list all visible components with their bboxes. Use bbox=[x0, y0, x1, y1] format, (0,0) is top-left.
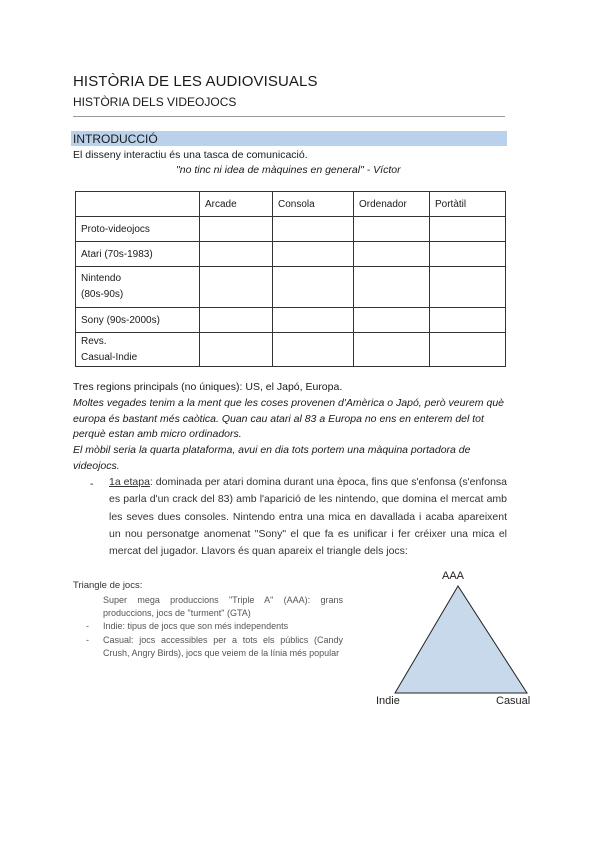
list-dash: - bbox=[86, 621, 89, 632]
table-cell bbox=[430, 217, 506, 242]
column-header: Arcade bbox=[200, 192, 273, 217]
table-cell bbox=[273, 217, 354, 242]
triangle-label-aaa: AAA bbox=[442, 570, 465, 582]
row-label: Atari (70s-1983) bbox=[76, 242, 200, 267]
table-header-row bbox=[76, 192, 506, 217]
bullet-heading: 1a etapa bbox=[109, 476, 150, 488]
paragraph-regions: Tres regions principals (no úniques): US, el Japó, Europa. bbox=[73, 381, 343, 393]
table-row bbox=[76, 217, 506, 242]
row-label-line: Nintendo bbox=[81, 273, 122, 284]
list-item bbox=[86, 634, 343, 660]
table-row bbox=[76, 242, 506, 267]
platform-table bbox=[75, 191, 506, 367]
row-label: Sony (90s-2000s) bbox=[76, 308, 200, 333]
paragraph-mobile: El mòbil seria la quarta plataforma, avui en dia tots portem una màquina portadora de videojocs. bbox=[73, 444, 471, 472]
column-header: Ordenador bbox=[354, 192, 430, 217]
bullet-body: : dominada per atari domina durant una època, fins que s'enfonsa (s'enfonsa es parla d'un crack del 83) amb l'aparició de les nintendo, que domina el mercat amb les seves dues consoles. Nintendo entra una mica en davallada i acaba apareixent un nou personatge anomenat "Sony" el que fa es unificar i fer créixer una mica el mercat del jugador. Llavors és quan apareix el triangle dels jocs: bbox=[109, 476, 507, 558]
table-cell bbox=[273, 308, 354, 333]
table-cell bbox=[200, 242, 273, 267]
list-item bbox=[86, 594, 343, 620]
table-cell bbox=[430, 333, 506, 367]
table-cell bbox=[200, 308, 273, 333]
list-item bbox=[86, 620, 343, 633]
list-dash: - bbox=[86, 634, 89, 645]
table-cell bbox=[273, 242, 354, 267]
table-cell bbox=[430, 267, 506, 308]
row-label-line: Revs. bbox=[81, 335, 107, 347]
table-row bbox=[76, 333, 506, 367]
triangle-label-casual: Casual bbox=[496, 695, 531, 707]
table-cell bbox=[200, 267, 273, 308]
row-label bbox=[76, 267, 200, 308]
bullet-paragraph bbox=[109, 474, 507, 560]
table-row bbox=[76, 308, 506, 333]
game-triangle-diagram bbox=[360, 565, 535, 710]
list-item-text: Indie: tipus de jocs que son més independents bbox=[103, 621, 289, 632]
title-divider bbox=[73, 116, 505, 117]
table-cell bbox=[354, 333, 430, 367]
table-cell bbox=[430, 242, 506, 267]
table-cell bbox=[354, 217, 430, 242]
table-row bbox=[76, 267, 506, 308]
row-label-line: Casual-Indie bbox=[81, 351, 138, 363]
table-cell bbox=[273, 333, 354, 367]
column-header: Consola bbox=[273, 192, 354, 217]
column-header: Portàtil bbox=[430, 192, 506, 217]
triangle-shape bbox=[395, 586, 527, 693]
row-label bbox=[76, 333, 200, 367]
table-cell bbox=[354, 267, 430, 308]
table-cell bbox=[354, 242, 430, 267]
table-cell bbox=[430, 308, 506, 333]
intro-text: El disseny interactiu és una tasca de comunicació. bbox=[73, 149, 308, 161]
table-cell bbox=[200, 333, 273, 367]
row-label-line: (80s-90s) bbox=[81, 289, 124, 300]
document-subtitle: HISTÒRIA DELS VIDEOJOCS bbox=[73, 95, 237, 109]
triangle-label-indie: Indie bbox=[376, 695, 400, 707]
bullet-dash: - bbox=[90, 478, 94, 490]
table-corner-cell bbox=[76, 192, 200, 217]
section-heading: INTRODUCCIÓ bbox=[71, 131, 507, 146]
table-cell bbox=[354, 308, 430, 333]
list-item-text: Casual: jocs accessibles per a tots els públics (Candy Crush, Angry Birds), jocs que veiem de la línia més popular bbox=[103, 634, 343, 658]
triangle-title: Triangle de jocs: bbox=[73, 580, 143, 591]
table-cell bbox=[200, 217, 273, 242]
paragraph-europe: Moltes vegades tenim a la ment que les coses provenen d'Amèrica o Japó, però veurem què europa és bastant més caòtica. Quan cau atari al 83 a Europa no ens en enterem del tot perquè estan amb micro ordinadors. bbox=[73, 397, 504, 440]
quote-text: "no tinc ni idea de màquines en general" - Víctor bbox=[176, 164, 401, 176]
document-title: HISTÒRIA DE LES AUDIOVISUALS bbox=[73, 73, 318, 90]
list-item-text: Super mega produccions "Triple A" (AAA): grans produccions, jocs de "turment" (GTA) bbox=[103, 595, 343, 619]
table-cell bbox=[273, 267, 354, 308]
triangle-list bbox=[86, 594, 343, 660]
row-label: Proto-videojocs bbox=[76, 217, 200, 242]
